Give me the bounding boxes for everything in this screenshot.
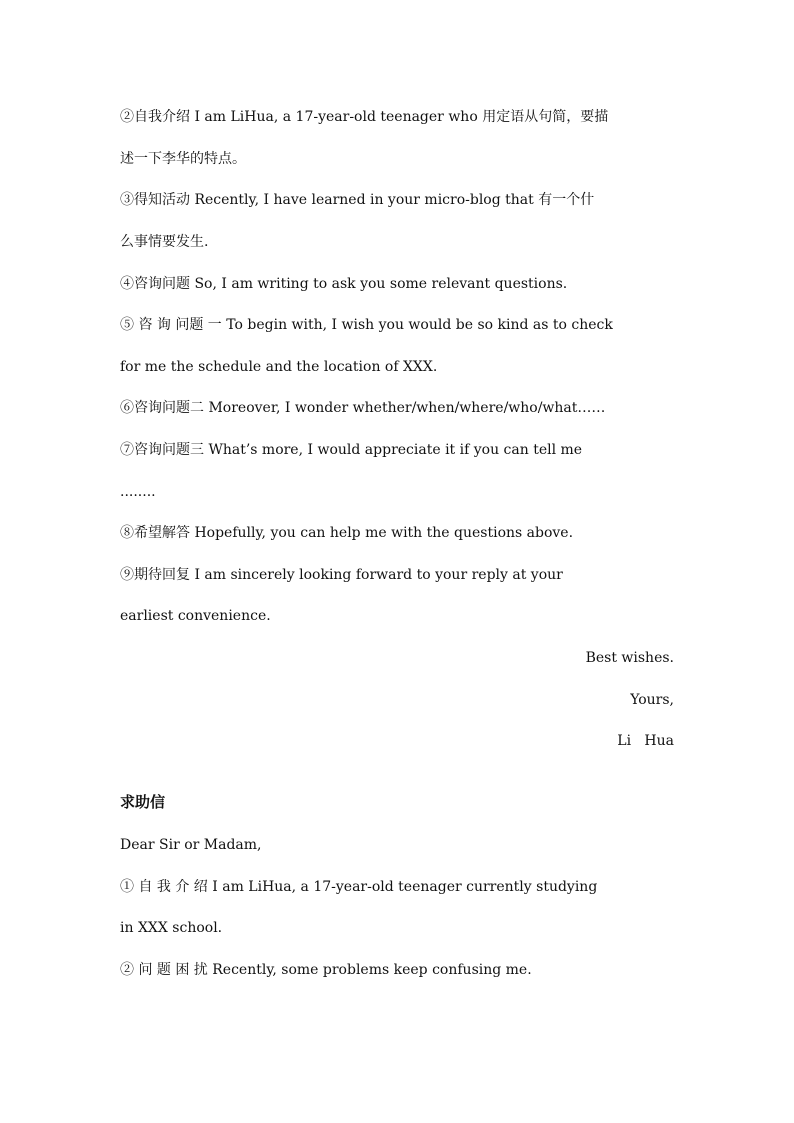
self-introduction-line-continued: in XXX school.: [120, 920, 223, 936]
problem-line: ② 问 题 困 扰 Recently, some problems keep confusing me.: [120, 962, 532, 978]
question-one-line: ⑤ 咨 询 问题 一 To begin with, I wish you would be so kind as to check: [120, 317, 613, 333]
question-three-line: ⑦咨询问题三 What’s more, I would appreciate it if you can tell me: [120, 442, 583, 458]
self-introduction-line: ②自我介绍 I am LiHua, a 17-year-old teenager who 用定语从句简，要描: [120, 109, 609, 125]
question-two-line: ⑥咨询问题二 Moreover, I wonder whether/when/where/who/what……: [120, 400, 606, 416]
question-one-line-continued: for me the schedule and the location of XXX.: [120, 359, 438, 375]
question-three-line-continued: ........: [120, 484, 156, 500]
section-title: 求助信: [120, 793, 166, 811]
learned-activity-line: ③得知活动 Recently, I have learned in your micro-blog that 有一个什: [120, 192, 595, 208]
closing-yours: Yours,: [630, 692, 674, 708]
self-introduction-line: ① 自 我 介 绍 I am LiHua, a 17-year-old teenager currently studying: [120, 879, 598, 895]
ask-questions-line: ④咨询问题 So, I am writing to ask you some relevant questions.: [120, 276, 568, 292]
signature: Li Hua: [617, 733, 674, 749]
hope-answer-line: ⑧希望解答 Hopefully, you can help me with the questions above.: [120, 525, 574, 541]
closing-wishes: Best wishes.: [585, 650, 674, 666]
learned-activity-line-continued: 么事情要发生.: [120, 234, 209, 250]
salutation: Dear Sir or Madam,: [120, 837, 262, 853]
expect-reply-line-continued: earliest convenience.: [120, 608, 271, 624]
expect-reply-line: ⑨期待回复 I am sincerely looking forward to your reply at your: [120, 567, 563, 583]
self-introduction-line-continued: 述一下李华的特点。: [120, 151, 246, 167]
